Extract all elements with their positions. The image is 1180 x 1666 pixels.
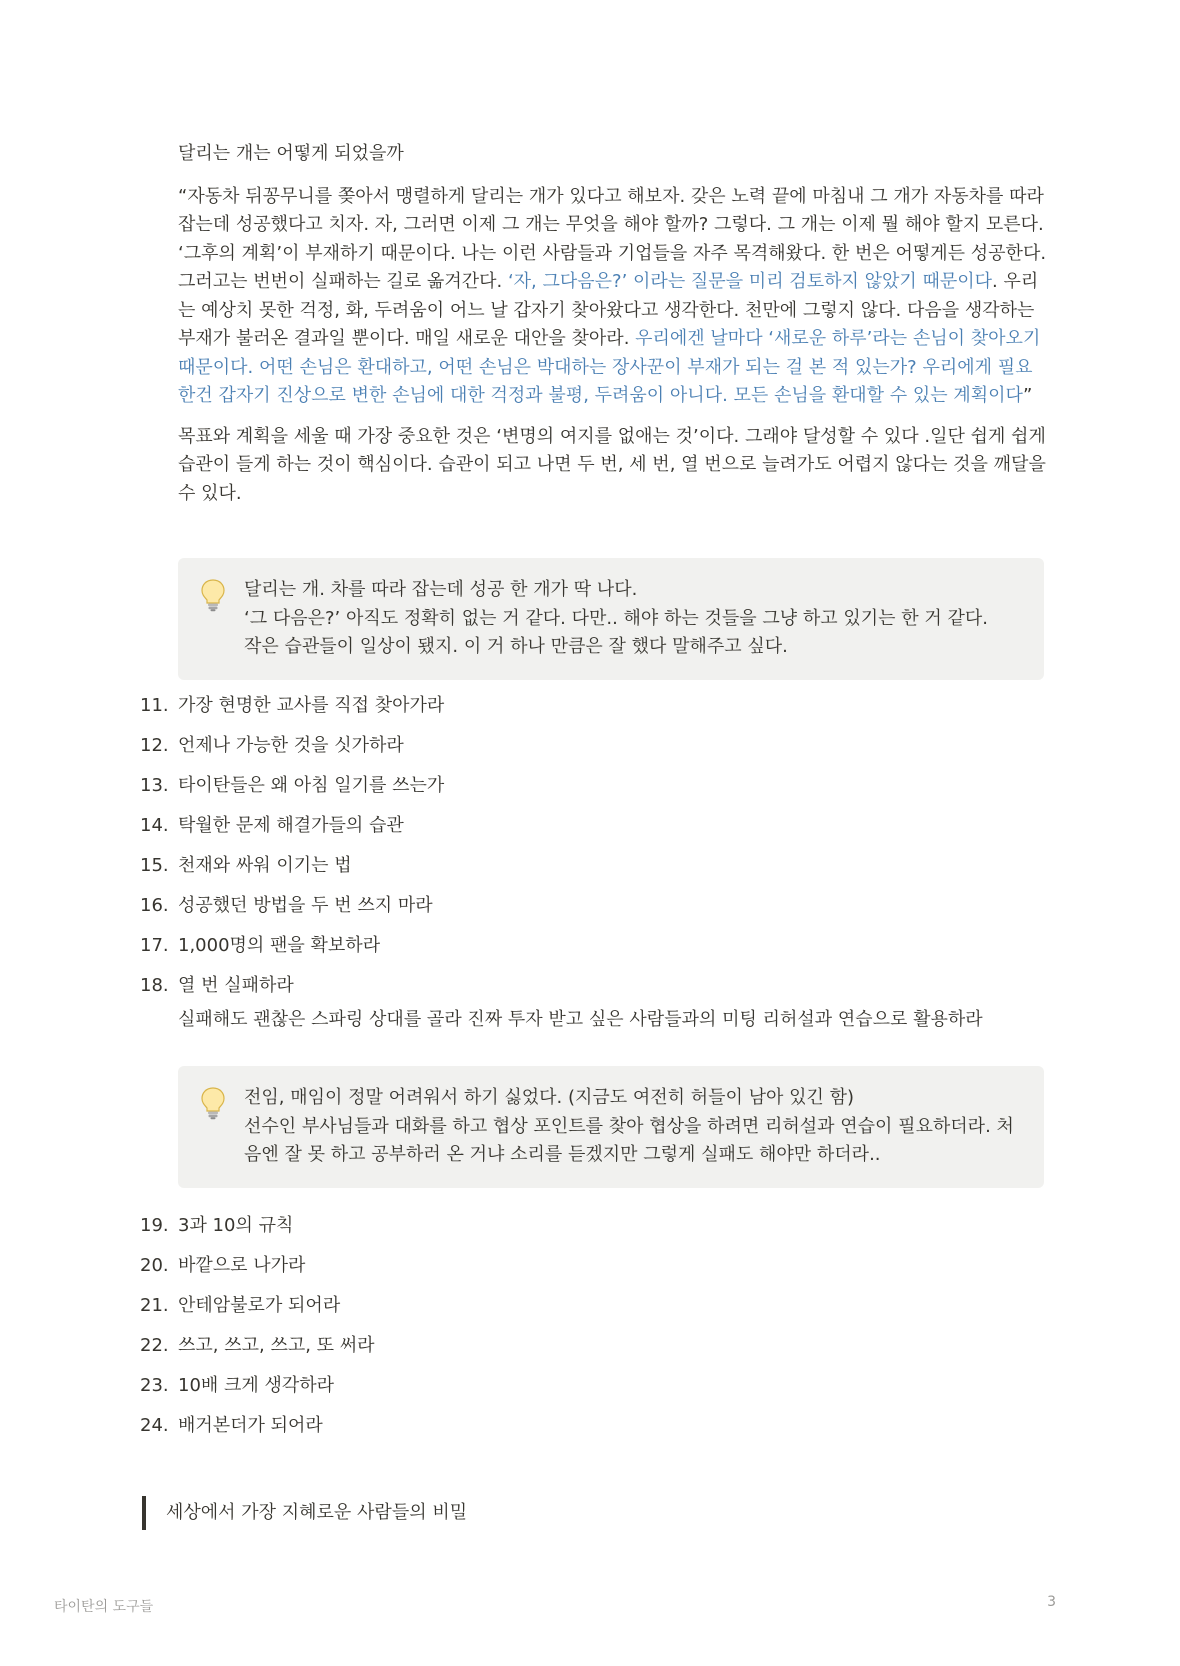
quote-highlight-2: 우리에겐 날마다 ‘새로운 하루’라는 손님이 찾아오기 때문이다. 어떤 손님은 환대하고, 어떤 손님은 박대하는 장사꾼이 부재가 되는 걸 본 적 있는가? 우리에게 필요한건 갑자기 진상으로 변한 손님에 대한 걱정과 불평, 두려움이 아니다. 모든 손님을 환대할 수 있는 계획이다 xyxy=(178,328,1041,406)
list-number: 24. xyxy=(140,1415,169,1436)
list-item xyxy=(140,972,983,1006)
list-text: 언제나 가능한 것을 싯가하라 xyxy=(178,735,404,756)
list-text: 천재와 싸워 이기는 법 xyxy=(178,855,352,876)
list-number: 18. xyxy=(140,975,169,996)
list-number: 14. xyxy=(140,815,169,836)
list-number: 16. xyxy=(140,895,169,916)
quote-paragraph xyxy=(178,183,1048,411)
callout-line: 선수인 부사님들과 대화를 하고 협상 포인트를 찾아 협상을 하려면 리허설과 연습이 필요하더라. 처음엔 잘 못 하고 공부하러 온 거냐 소리를 듣겠지만 그렇게 실패도 해야만 하더라.. xyxy=(244,1115,1014,1165)
list-item xyxy=(140,1212,375,1252)
list-text: 10배 크게 생각하라 xyxy=(178,1375,335,1396)
list-text: 안테암불로가 되어라 xyxy=(178,1295,341,1316)
lightbulb-icon xyxy=(200,1086,226,1120)
list-number: 19. xyxy=(140,1215,169,1236)
list-note: 실패해도 괜찮은 스파링 상대를 골라 진짜 투자 받고 싶은 사람들과의 미팅 리허설과 연습으로 활용하라 xyxy=(178,1009,983,1030)
list-text: 3과 10의 규칙 xyxy=(178,1215,294,1236)
list-number: 12. xyxy=(140,735,169,756)
list-item xyxy=(140,1252,375,1292)
callout-line: 전임, 매임이 정말 어려워서 하기 싫었다. (지금도 여전히 허들이 남아 있긴 함) xyxy=(244,1087,855,1108)
list-item-note xyxy=(140,1006,983,1036)
list-text: 탁월한 문제 해결가들의 습관 xyxy=(178,815,404,836)
list-text: 가장 현명한 교사를 직접 찾아가라 xyxy=(178,695,445,716)
page-number: 3 xyxy=(1047,1594,1056,1610)
list-item xyxy=(140,1332,375,1372)
list-item xyxy=(140,812,983,852)
quote-text-1: “자동차 뒤꽁무니를 쫒아서 맹렬하게 달리는 개가 있다고 해보자. 갖은 노력 끝에 마침내 그 개가 자동차를 따라잡는데 성공했다고 치자. 자, 그러면 이제 그 개는 무엇을 해야 할까? 그렇다. 그 개는 이제 뭘 해야 할지 모른다. ‘그후의 계획’이 부재하기 때문이다. 나는 이런 사람들과 기업들을 자주 목격해왔다. 한 번은 어떻게든 성공한다. 그러고는 번번이 실패하는 길로 옮겨간다. xyxy=(178,185,1047,292)
list-item xyxy=(140,1372,375,1412)
list-text: 1,000명의 팬을 확보하라 xyxy=(178,935,381,956)
list-number: 22. xyxy=(140,1335,169,1356)
list-item xyxy=(140,692,983,732)
list-number: 17. xyxy=(140,935,169,956)
main-content xyxy=(178,140,1048,508)
list-number: 20. xyxy=(140,1255,169,1276)
section-quote: 세상에서 가장 지혜로운 사람들의 비밀 xyxy=(142,1496,467,1530)
quote-highlight-1: ‘자, 그다음은?’ 이라는 질문을 미리 검토하지 않았기 때문이다 xyxy=(507,271,993,292)
callout-reflection-2 xyxy=(178,1066,1044,1188)
list-number: 21. xyxy=(140,1295,169,1316)
list-number: 15. xyxy=(140,855,169,876)
footer-title: 타이탄의 도구들 xyxy=(54,1599,154,1615)
list-item xyxy=(140,852,983,892)
body-paragraph: 목표와 계획을 세울 때 가장 중요한 것은 ‘변명의 여지를 없애는 것’이다. 그래야 달성할 수 있다 .일단 쉽게 쉽게 습관이 들게 하는 것이 핵심이다. 습관이 되고 나면 두 번, 세 번, 열 번으로 늘려가도 어렵지 않다는 것을 깨달을 수 있다. xyxy=(178,425,1046,504)
list-number: 13. xyxy=(140,775,169,796)
callout-reflection-1 xyxy=(178,558,1044,680)
quote-text-3: ” xyxy=(1022,385,1033,406)
subheading: 달리는 개는 어떻게 되었을까 xyxy=(178,143,404,164)
list-number: 23. xyxy=(140,1375,169,1396)
list-text: 열 번 실패하라 xyxy=(178,975,294,996)
callout-line: ‘그 다음은?’ 아직도 정확히 없는 거 같다. 다만.. 해야 하는 것들을 그냥 하고 있기는 한 거 같다. xyxy=(244,607,989,629)
chapter-list-1 xyxy=(140,692,983,1036)
list-number: 11. xyxy=(140,695,169,716)
list-item xyxy=(140,732,983,772)
quote-text-2: . 우리는 예상치 못한 걱정, 화, 두려움이 어느 날 갑자기 찾아왔다고 생각한다. 천만에 그렇지 않다. 다음을 생각하는 부재가 불러온 결과일 뿐이다. 매일 새로운 대안을 찾아라. xyxy=(178,271,1039,349)
list-text: 쓰고, 쓰고, 쓰고, 또 써라 xyxy=(178,1335,375,1356)
list-item xyxy=(140,932,983,972)
lightbulb-icon xyxy=(200,578,226,612)
list-text: 배거본더가 되어라 xyxy=(178,1415,323,1436)
list-item xyxy=(140,892,983,932)
callout-line: 달리는 개. 차를 따라 잡는데 성공 한 개가 딱 나다. xyxy=(244,579,638,600)
callout-line: 작은 습관들이 일상이 됐지. 이 거 하나 만큼은 잘 했다 말해주고 싶다. xyxy=(244,636,788,657)
chapter-list-2 xyxy=(140,1212,375,1452)
list-item xyxy=(140,772,983,812)
list-item xyxy=(140,1412,375,1452)
list-text: 타이탄들은 왜 아침 일기를 쓰는가 xyxy=(178,775,445,796)
list-item xyxy=(140,1292,375,1332)
list-text: 바깥으로 나가라 xyxy=(178,1255,306,1276)
list-text: 성공했던 방법을 두 번 쓰지 마라 xyxy=(178,895,433,916)
